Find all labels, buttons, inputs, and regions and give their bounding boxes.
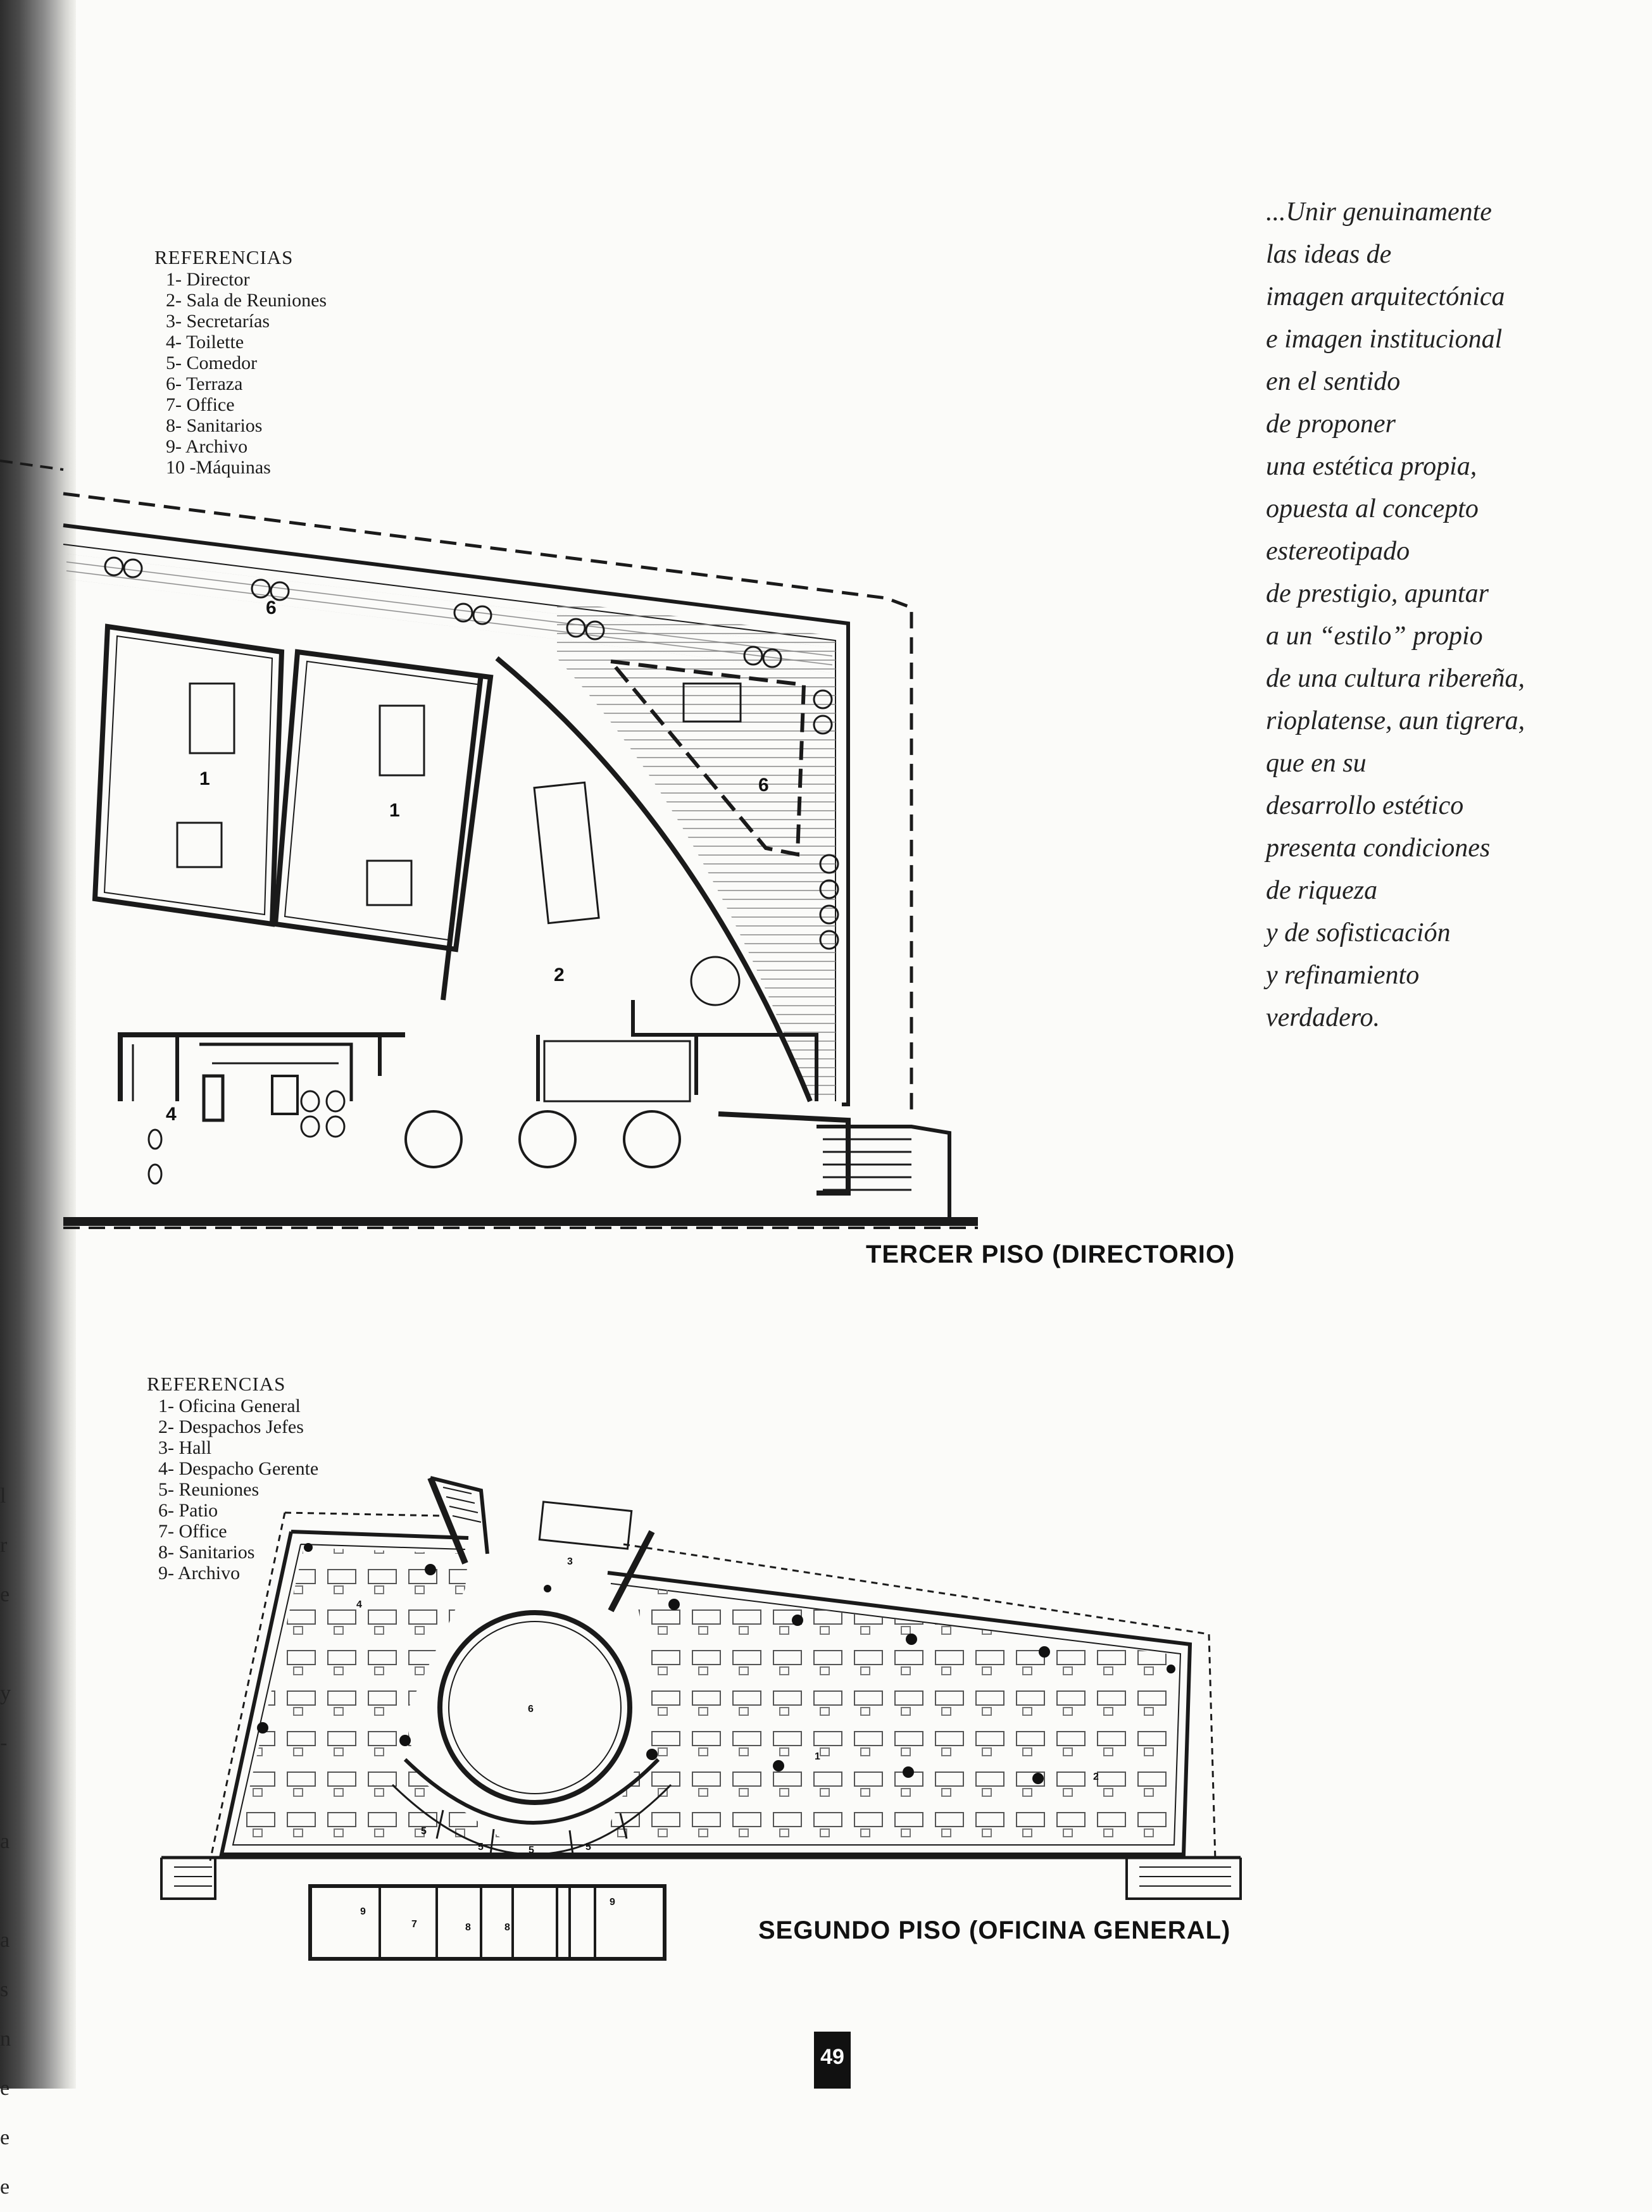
legend-item: 8- Sanitarios [158,1542,255,1563]
bottom-floor-plan [0,1443,1266,1987]
legend-item: 9- Archivo [166,436,248,457]
quote-line: las ideas de [1266,240,1392,269]
legend-item: 3- Secretarías [166,311,270,332]
room-label: 5 [529,1845,534,1856]
room-label: 6 [528,1704,534,1715]
quote-line: estereotipado [1266,537,1410,566]
fragment-line: l [0,1484,6,1508]
legend-item: 2- Despachos Jefes [158,1416,304,1437]
legend-item: 1- Oficina General [158,1396,301,1416]
legend-item: 7- Office [166,394,235,415]
fragment-line: a [0,1830,10,1853]
room-label: 8 [465,1922,471,1933]
room-label: 1 [389,800,400,821]
quote-line: de prestigio, apuntar [1266,579,1489,608]
fragment-line: e [0,2175,10,2199]
legend-item: 5- Comedor [166,353,258,373]
legend-item: 2- Sala de Reuniones [166,290,327,311]
room-label: 5 [478,1842,484,1853]
legend-item: 6- Terraza [166,373,243,394]
fragment-line: y [0,1682,11,1705]
quote-line: desarrollo estético [1266,791,1464,820]
quote-line: y de sofisticación [1266,918,1451,947]
quote-line: imagen arquitectónica [1266,282,1505,311]
room-label: 6 [266,597,277,618]
top-plan-title: TERCER PISO (DIRECTORIO) [866,1240,1236,1268]
quote-line: una estética propia, [1266,452,1477,481]
legend-heading: REFERENCIAS [147,1373,286,1395]
legend-item: 10 -Máquinas [166,457,271,478]
fragment-line: a [0,1928,10,1952]
legend-item: 3- Hall [158,1437,212,1458]
room-label: 1 [815,1751,820,1762]
legend-item: 4- Despacho Gerente [158,1458,319,1479]
quote-line: de una cultura ribereña, [1266,664,1525,693]
quote-line: ...Unir genuinamente [1266,197,1492,227]
quote-line: en el sentido [1266,367,1401,396]
fragment-line: - [0,1731,8,1754]
room-label: 9 [360,1906,366,1917]
legend-item: 7- Office [158,1521,227,1542]
quote-line: que en su [1266,749,1367,778]
legend-item: 6- Patio [158,1500,218,1521]
room-label: 2 [554,965,565,985]
fragment-line: e [0,1583,10,1606]
quote-line: presenta condiciones [1266,834,1491,863]
quote-line: verdadero. [1266,1003,1380,1032]
legend-item: 5- Reuniones [158,1479,260,1500]
room-label: 8 [504,1922,510,1933]
legend-item: 1- Director [166,269,250,290]
room-label: 9 [610,1897,615,1908]
room-label: 4 [166,1104,177,1125]
legend-item: 9- Archivo [158,1563,241,1584]
quote-line: y refinamiento [1266,961,1420,990]
quote-line: a un “estilo” propio [1266,622,1483,651]
legend-item: 4- Toilette [166,332,244,353]
room-label: 3 [567,1556,573,1567]
fragment-line: e [0,2077,10,2100]
fragment-line: s [0,1978,9,2001]
room-label: 4 [356,1599,362,1610]
quote-line: rioplatense, aun tigrera, [1266,706,1525,735]
room-label: 7 [411,1919,417,1930]
room-label: 2 [1093,1771,1099,1782]
quote-line: de riqueza [1266,876,1378,905]
fragment-line: n [0,2027,11,2051]
room-label: 6 [758,775,769,796]
room-label: 1 [199,768,210,789]
room-label: 5 [585,1842,591,1853]
quote-line: e imagen institucional [1266,325,1503,354]
bottom-plan-title: SEGUNDO PISO (OFICINA GENERAL) [758,1916,1231,1944]
quote-line: opuesta al concepto [1266,494,1479,523]
fragment-line: r [0,1534,8,1557]
pull-quote [1266,191,1525,1039]
fragment-line: e [0,2126,10,2149]
legend-heading: REFERENCIAS [154,246,294,268]
page-number: 49 [814,2032,851,2089]
quote-line: de proponer [1266,409,1396,439]
top-floor-plan [0,443,987,1240]
legend-item: 8- Sanitarios [166,415,263,436]
room-label: 5 [421,1826,427,1837]
